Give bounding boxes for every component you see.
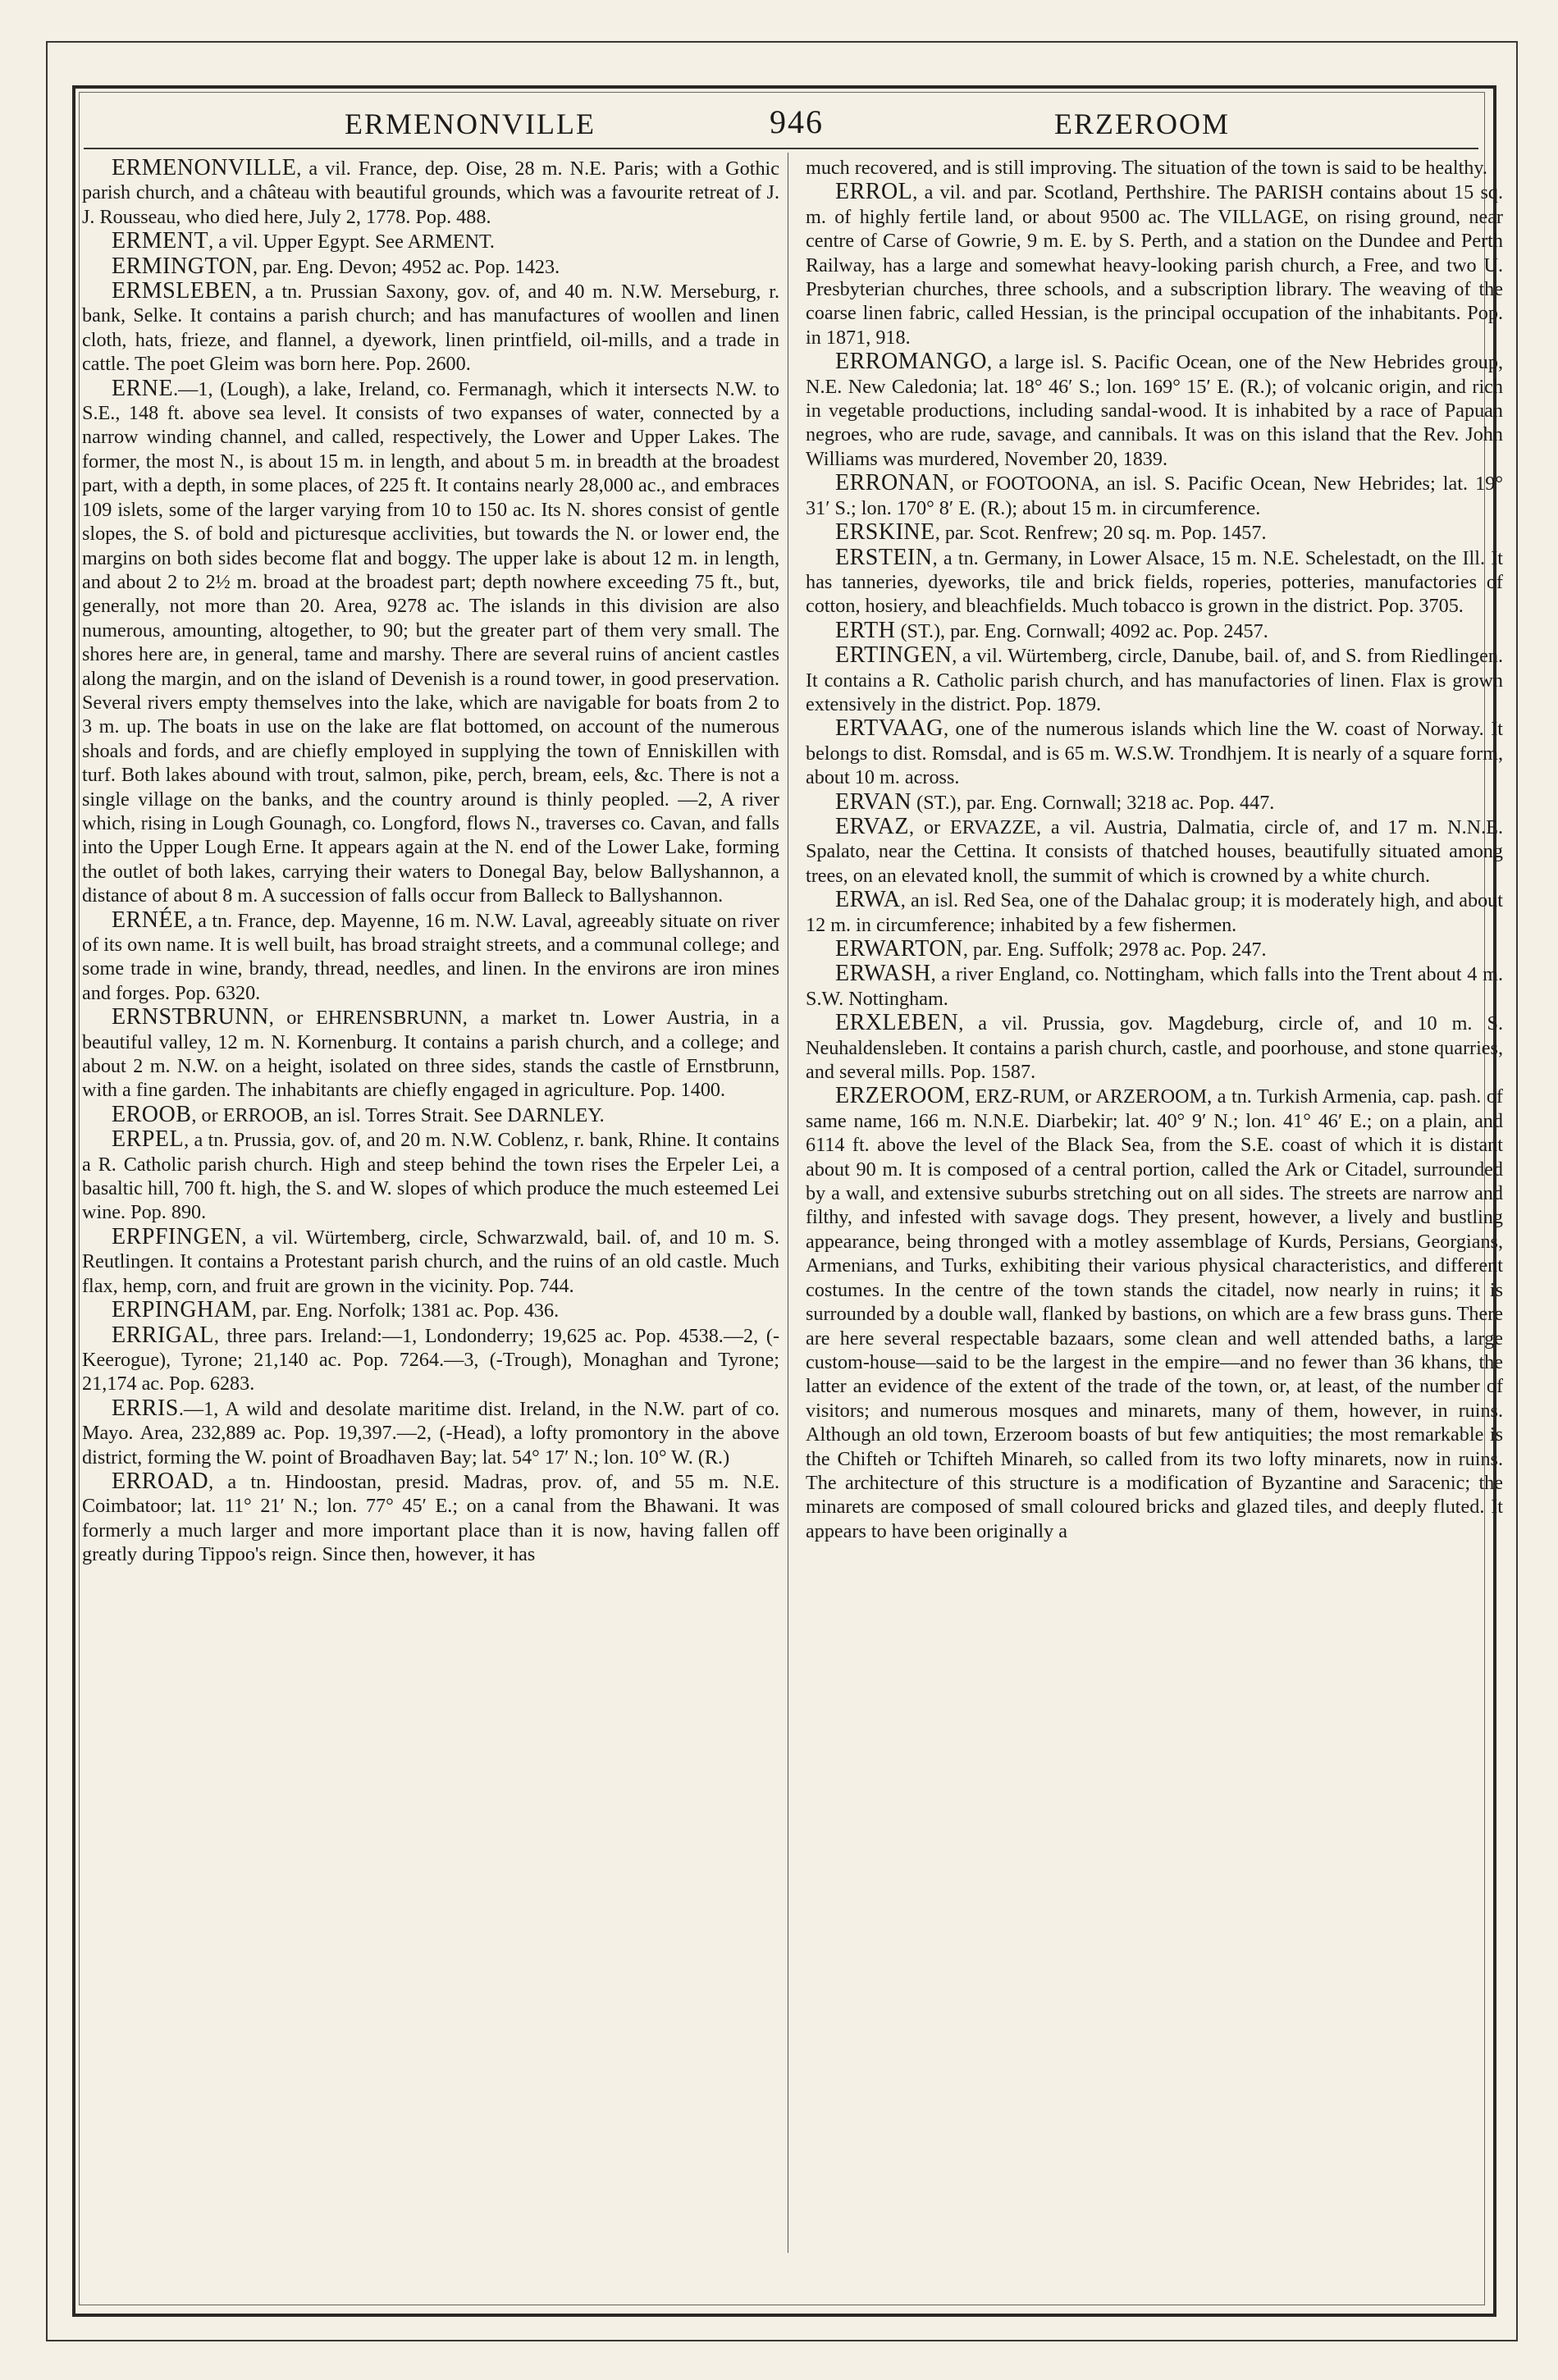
entry-headword: ERTH [835, 617, 896, 643]
entry-headword: ERMSLEBEN [112, 278, 252, 304]
entry-headword: ERRIGAL [112, 1322, 214, 1348]
entry-headword: ERROL [835, 179, 913, 205]
entry-text: .—1, A wild and desolate maritime dist. Ireland, in the N.W. part of co. Mayo. Area, 232,889 ac. Pop. 19,397.—2, (-Head), a lofty promontory in the above district, forming the W. point of Broadhaven Bay; lat. 54° 17′ N.; lon. 10° W. (R.) [82, 1397, 779, 1469]
entry-headword: ERNSTBRUNN [112, 1004, 269, 1030]
entry-headword: ERPINGHAM [112, 1297, 252, 1323]
gazetteer-entry [82, 1323, 779, 1396]
gazetteer-entry [82, 1103, 779, 1127]
gazetteer-entry [806, 888, 1503, 937]
entry-headword: ERVAZ [835, 813, 909, 839]
gazetteer-entry [82, 377, 779, 908]
entry-headword: ERVAN [835, 788, 912, 815]
entry-text: , par. Eng. Devon; 4952 ac. Pop. 1423. [252, 255, 560, 278]
gazetteer-entry [82, 156, 779, 229]
gazetteer-entry [806, 520, 1503, 545]
gazetteer-entry [806, 1011, 1503, 1084]
entry-text: , a river England, co. Nottingham, which falls into the Trent about 4 m. S.W. Nottingham. [806, 963, 1503, 1010]
entry-headword: ERMENONVILLE [112, 156, 297, 180]
entry-text: (ST.), par. Eng. Cornwall; 4092 ac. Pop. 2457. [895, 619, 1268, 642]
gazetteer-entry [806, 180, 1503, 349]
gazetteer-entry [806, 962, 1503, 1011]
entry-text: , a vil. France, dep. Oise, 28 m. N.E. Paris; with a Gothic parish church, and a château with beautiful grounds, which was a favourite retreat of J. J. Rousseau, who died here, July 2, 1778. Pop. 488. [82, 158, 779, 228]
entry-headword: ERPFINGEN [112, 1223, 242, 1249]
entry-headword: ERMINGTON [112, 253, 253, 279]
entry-text: , par. Scot. Renfrew; 20 sq. m. Pop. 1457. [934, 522, 1267, 545]
gazetteer-entry [82, 1005, 779, 1103]
right-column [806, 156, 1503, 2281]
page-number: 946 [770, 103, 824, 140]
entry-text: , one of the numerous islands which line the W. coast of Norway. It belongs to dist. Romsdal, and is 65 m. W.S.W. Trondhjem. It is nearly of a square form, about 10 m. across. [806, 718, 1503, 789]
gazetteer-entry [82, 1298, 779, 1322]
gazetteer-entry [806, 349, 1503, 471]
gazetteer-entry [82, 254, 779, 279]
gazetteer-entry [806, 716, 1503, 789]
gazetteer-entry [806, 546, 1503, 619]
entry-text: , a vil. Prussia, gov. Magdeburg, circle of, and 10 m. S. Neuhaldensleben. It contains a parish church, castle, and poorhouse, and stone quarries, and several mills. Pop. 1587. [806, 1012, 1503, 1084]
entry-text: much recovered, and is still improving. The situation of the town is said to be healthy. [806, 157, 1487, 179]
entry-text: , three pars. Ireland:—1, Londonderry; 19,625 ac. Pop. 4538.—2, (-Keerogue), Tyrone; 21,140 ac. Pop. 7264.—3, (-Trough), Monaghan and Tyrone; 21,174 ac. Pop. 6283. [82, 1324, 779, 1396]
header-left-word: ERMENONVILLE [345, 107, 596, 140]
entry-headword: ERRONAN [835, 470, 949, 496]
entry-headword: ERWASH [835, 961, 931, 987]
entry-text: , or ERROOB, an isl. Torres Strait. See DARNLEY. [191, 1103, 605, 1126]
gazetteer-entry [82, 279, 779, 377]
entry-text: , a large isl. S. Pacific Ocean, one of the New Hebrides group, N.E. New Caledonia; lat. 18° 46′ S.; lon. 169° 15′ E. (R.); of volcanic origin, and rich in vegetable productions, including sandal-wood. It is inhabited by a race of Papuan negroes, who are rude, savage, and cannibals. It was on this island that the Rev. John Williams was murdered, November 20, 1839. [806, 351, 1503, 470]
entry-headword: ERPEL [112, 1126, 185, 1153]
entry-text: , or FOOTOONA, an isl. S. Pacific Ocean, New Hebrides; lat. 19° 31′ S.; lon. 170° 8′ E. (R.); about 15 m. in circumference. [806, 473, 1503, 519]
entry-text: , a vil. Upper Egypt. See ARMENT. [208, 231, 495, 254]
gazetteer-entry [82, 229, 779, 254]
entry-text: , par. Eng. Norfolk; 1381 ac. Pop. 436. [251, 1300, 560, 1322]
entry-text: , a tn. Germany, in Lower Alsace, 15 m. N.E. Schelestadt, on the Ill. It has tanneries, dyeworks, tile and brick fields, roperies, potteries, manufactories of cotton, hosiery, and bleachfields. Much tobacco is grown in the district. Pop. 3705. [806, 546, 1503, 618]
entry-headword: ERNÉE [112, 907, 188, 933]
entry-text: , or ERVAZZE, a vil. Austria, Dalmatia, circle of, and 17 m. N.N.E. Spalato, near the Cettina. It consists of thatched houses, beautifully situated among trees, on an elevated knoll, the summit of which is crowned by a white church. [806, 815, 1503, 887]
entry-headword: ERMENT [112, 228, 209, 254]
entry-text: .—1, (Lough), a lake, Ireland, co. Fermanagh, which it intersects N.W. to S.E., 148 ft. above sea level. It consists of two expanses of water, connected by a narrow winding channel, and called, respectively, the Lower and Upper Lakes. The former, the most N., is about 15 m. in length, and about 5 m. in breadth at the broadest part, with a depth, in some places, of 225 ft. It contains nearly 28,000 ac., and embraces 109 islets, some of the larger varying from 10 to 150 ac. Its N. shores consist of gentle slopes, the S. of bold and picturesque acclivities, but towards the N. or lower end, the margins on both sides become flat and boggy. The upper lake is about 12 m. in length, and about 2 to 2½ m. broad at the broadest part; depth nowhere exceeding 75 ft., but, generally, not more than 20. Area, 9278 ac. The islands in this division are also numerous, amounting, altogether, to 90; but the greater part of them very small. The shores here are, in general, tame and marshy. There are several ruins of ancient castles along the margin, and on the island of Devenish is a round tower, in good preservation. Several rivers empty themselves into the lake, which are navigable for boats from 2 to 3 m. up. The boats in use on the lake are flat bottomed, on account of the numerous shoals and fords, and are chiefly employed in supplying the town of Enniskillen with turf. Both lakes abound with trout, salmon, pike, perch, bream, eels, &c. There is not a single village on the banks, and the country around is thinly peopled. —2, A river which, rising in Lough Gounagh, co. Longford, flows N., traverses co. Cavan, and falls into the Upper Lough Erne. It appears again at the N. end of the Lower Lake, forming the outlet of both lakes, carrying their waters to Donegal Bay, below Ballyshannon, a distance of about 8 m. A succession of falls occur from Balleck to Ballyshannon. [82, 377, 779, 907]
entry-text: , a tn. France, dep. Mayenne, 16 m. N.W. Laval, agreeably situate on river of its own name. It is well built, has broad straight streets, and a communal college; and some trade in wine, brandy, thread, needles, and linen. In the environs are iron mines and forges. Pop. 6320. [82, 909, 779, 1004]
entry-text: , or EHRENSBRUNN, a market tn. Lower Austria, in a beautiful valley, 12 m. N. Kornenburg. It contains a parish church, and a college; and about 2 m. N.W. on a height, isolated on three sides, stands the castle of Ernstbrunn, with a fine garden. The inhabitants are chiefly engaged in agriculture. Pop. 1400. [82, 1007, 779, 1102]
gazetteer-entry [806, 815, 1503, 888]
gazetteer-entry [806, 471, 1503, 520]
entry-headword: ERSTEIN [835, 544, 933, 570]
entry-text: (ST.), par. Eng. Cornwall; 3218 ac. Pop. 447. [911, 791, 1275, 814]
header-rule [84, 148, 1478, 149]
entry-text: , a vil. Würtemberg, circle, Danube, bail. of, and S. from Riedlingen. It contains a R. Catholic parish church, and has manufactories of linen. Flax is grown extensively in the district. Pop. 1879. [806, 645, 1503, 715]
entry-headword: ERWA [835, 887, 901, 913]
entry-headword: ERROMANGO [835, 349, 987, 375]
entry-headword: ERTINGEN [835, 642, 953, 669]
entry-text: , a tn. Hindoostan, presid. Madras, prov. of, and 55 m. N.E. Coimbatoor; lat. 11° 21′ N.; lon. 77° 45′ E.; on a canal from the Bhawani. It was formerly a much larger and more important place than it is now, having fallen off greatly during Tippoo's reign. Since then, however, it has [82, 1470, 779, 1566]
entry-headword: ERXLEBEN [835, 1010, 959, 1036]
gazetteer-entry [82, 1396, 779, 1469]
gazetteer-entry [82, 1127, 779, 1225]
gazetteer-entry [806, 790, 1503, 815]
left-column [82, 156, 779, 2281]
gazetteer-entry [806, 643, 1503, 716]
entry-headword: ERTVAAG [835, 715, 943, 742]
gazetteer-entry [82, 1469, 779, 1567]
entry-text: , ERZ-RUM, or ARZEROOM, a tn. Turkish Armenia, cap. pash. of same name, 166 m. N.N.E. Diarbekir; lat. 40° 9′ N.; lon. 41° 46′ E.; on a plain, and 6114 ft. above the level of the Black Sea, from the S.E. coast of which it is distant about 90 m. It is composed of a central portion, called the Ark or Citadel, surrounded by a wall, and extensive suburbs stretching out on all sides. The streets are narrow and filthy, and infested with savage dogs. They present, however, a lively and bustling appearance, being thronged with a motley assemblage of Kurds, Persians, Georgians, Armenians, and Turks, exhibiting their various physical characteristics, and different costumes. In the centre of the town stands the citadel, now nearly in ruins; it is surrounded by a double wall, flanked by bastions, on which are a few brass guns. There are here several respectable bazaars, some clean and well attended baths, a large custom-house—said to be the largest in the empire—and no fewer than 36 khans, the latter an evidence of the extent of the trade of the town, or, at least, of the number of visitors; and numerous mosques and minarets, many of them, however, in ruins. Although an old town, Erzeroom boasts of but few antiquities; the most remarkable is the Chifteh or Tchifteh Minareh, so called from its two lofty minarets, now in ruins. The architecture of this structure is a modification of Byzantine and Saracenic; the minarets are composed of small coloured bricks and glazed tiles, and deeply fluted. It appears to have been originally a [806, 1085, 1503, 1542]
entry-text: , a tn. Prussian Saxony, gov. of, and 40 m. N.W. Merseburg, r. bank, Selke. It contains a parish church; and has manufactures of woollen and linen cloth, hats, frieze, and flannel, a dyework, linen printfield, oil-mills, and a trade in cattle. The poet Gleim was born here. Pop. 2600. [82, 281, 779, 376]
gazetteer-entry [806, 619, 1503, 643]
entry-text: , a tn. Prussia, gov. of, and 20 m. N.W. Coblenz, r. bank, Rhine. It contains a R. Catholic parish church. High and steep behind the town rises the Erpeler Lei, a basaltic hill, 700 ft. high, the S. and W. slopes of which produce the much esteemed Lei wine. Pop. 890. [82, 1129, 779, 1224]
entry-headword: ERROAD [112, 1468, 209, 1494]
gazetteer-entry [806, 156, 1503, 180]
gazetteer-entry [806, 1084, 1503, 1543]
entry-headword: ERSKINE [835, 519, 935, 546]
entry-text: , par. Eng. Suffolk; 2978 ac. Pop. 247. [962, 939, 1267, 961]
entry-text: , a vil. Würtemberg, circle, Schwarzwald, bail. of, and 10 m. S. Reutlingen. It contains a Protestant parish church, and the ruins of an old castle. Much flax, hemp, corn, and fruit are grown in the vicinity. Pop. 744. [82, 1226, 779, 1297]
gazetteer-entry [806, 937, 1503, 962]
entry-headword: EROOB [112, 1101, 192, 1127]
running-header [82, 103, 1477, 152]
entry-text: , an isl. Red Sea, one of the Dahalac group; it is moderately high, and about 12 m. in circumference; inhabited by a few fishermen. [806, 889, 1503, 936]
entry-headword: ERZEROOM [835, 1083, 965, 1109]
entry-headword: ERWARTON [835, 936, 963, 962]
entry-text: , a vil. and par. Scotland, Perthshire. The PARISH contains about 15 sq. m. of highly fertile land, or about 9500 ac. The VILLAGE, on rising ground, near centre of Carse of Gowrie, 9 m. E. by S. Perth, and a station on the Dundee and Perth Railway, has a large and somewhat heavy-looking parish church, a Free, and two U. Presbyterian churches, three schools, and a subscription library. The weaving of the coarse linen fabric, called Hessian, is the principal occupation of the inhabitants. Pop. in 1871, 918. [806, 181, 1503, 349]
header-right-word: ERZEROOM [1054, 107, 1230, 140]
entry-headword: ERNE [112, 375, 174, 401]
gazetteer-entry [82, 1225, 779, 1298]
gazetteer-entry [82, 908, 779, 1006]
entry-headword: ERRIS [112, 1395, 179, 1421]
